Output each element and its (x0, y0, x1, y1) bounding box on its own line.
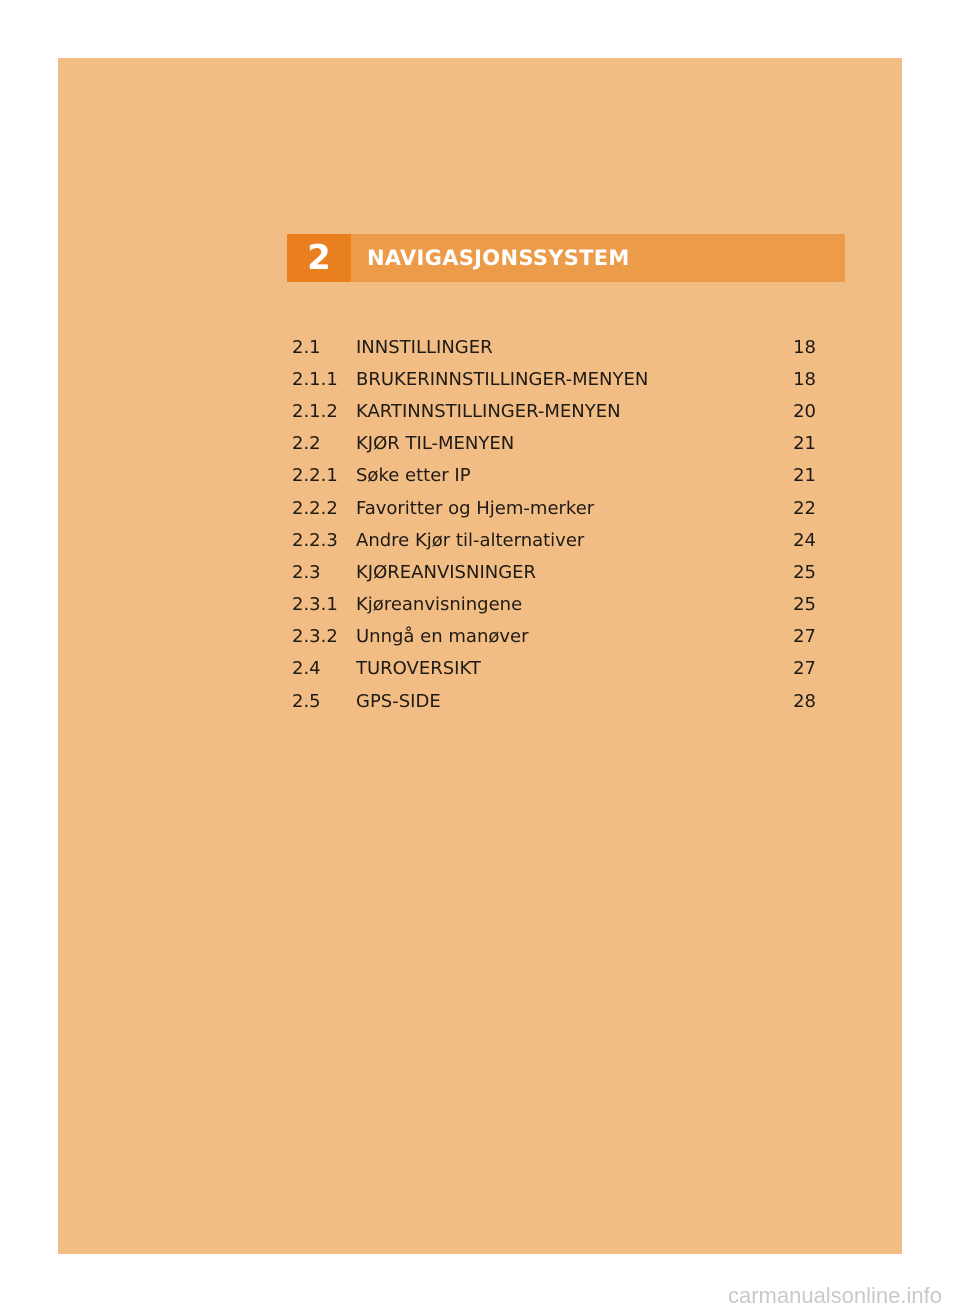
toc-entry[interactable] (292, 621, 816, 653)
toc-entry[interactable] (292, 524, 816, 556)
chapter-number: 2 (287, 234, 351, 282)
toc-entry-number: 2.2.2 (292, 497, 338, 519)
toc-entry-page: 20 (793, 400, 816, 422)
toc-entry-number: 2.2.1 (292, 465, 338, 487)
toc-entry-number: 2.2 (292, 433, 321, 455)
toc-entry-number: 2.1 (292, 336, 321, 358)
toc-entry-page: 18 (793, 368, 816, 390)
toc-entry-number: 2.1.1 (292, 368, 338, 390)
toc-entry[interactable] (292, 556, 816, 588)
toc-entry-page: 18 (793, 336, 816, 358)
toc-entry-page: 27 (793, 658, 816, 680)
toc-entry-title: TUROVERSIKT (356, 658, 481, 680)
manual-page (58, 58, 902, 1254)
toc-entry-page: 21 (793, 465, 816, 487)
toc-entry[interactable] (292, 363, 816, 395)
toc-entry[interactable] (292, 589, 816, 621)
toc-entry[interactable] (292, 653, 816, 685)
toc-entry-page: 28 (793, 690, 816, 712)
toc-entry-number: 2.4 (292, 658, 321, 680)
toc-entry[interactable] (292, 395, 816, 427)
toc-entry-title: KARTINNSTILLINGER-MENYEN (356, 400, 621, 422)
toc-entry-title: KJØR TIL-MENYEN (356, 433, 515, 455)
toc-entry-title: Kjøreanvisningene (356, 594, 523, 616)
watermark: carmanualsonline.info (727, 1283, 942, 1308)
toc-entry-number: 2.3.1 (292, 594, 338, 616)
toc-entry-page: 21 (793, 433, 816, 455)
toc-entry-title: Andre Kjør til-alternativer (356, 529, 585, 551)
chapter-title: NAVIGASJONSSYSTEM (367, 246, 630, 270)
toc-entry-title: Favoritter og Hjem-merker (356, 497, 595, 519)
toc-entry-number: 2.1.2 (292, 400, 338, 422)
table-of-contents (292, 331, 816, 717)
toc-entry-page: 25 (793, 594, 816, 616)
toc-entry-page: 24 (793, 529, 816, 551)
toc-entry-page: 22 (793, 497, 816, 519)
chapter-header (287, 234, 845, 282)
toc-entry-title: BRUKERINNSTILLINGER-MENYEN (356, 368, 649, 390)
toc-entry[interactable] (292, 428, 816, 460)
toc-entry-title: INNSTILLINGER (356, 336, 493, 358)
toc-entry-number: 2.2.3 (292, 529, 338, 551)
toc-entry[interactable] (292, 331, 816, 363)
toc-entry-page: 25 (793, 561, 816, 583)
toc-entry-title: KJØREANVISNINGER (356, 561, 537, 583)
toc-entry-number: 2.3 (292, 561, 321, 583)
toc-entry[interactable] (292, 685, 816, 717)
toc-entry[interactable] (292, 460, 816, 492)
toc-entry[interactable] (292, 492, 816, 524)
toc-entry-title: GPS-SIDE (356, 690, 441, 712)
toc-entry-title: Søke etter IP (356, 465, 471, 487)
toc-entry-title: Unngå en manøver (356, 626, 529, 648)
toc-entry-page: 27 (793, 626, 816, 648)
toc-entry-number: 2.3.2 (292, 626, 338, 648)
toc-entry-number: 2.5 (292, 690, 321, 712)
